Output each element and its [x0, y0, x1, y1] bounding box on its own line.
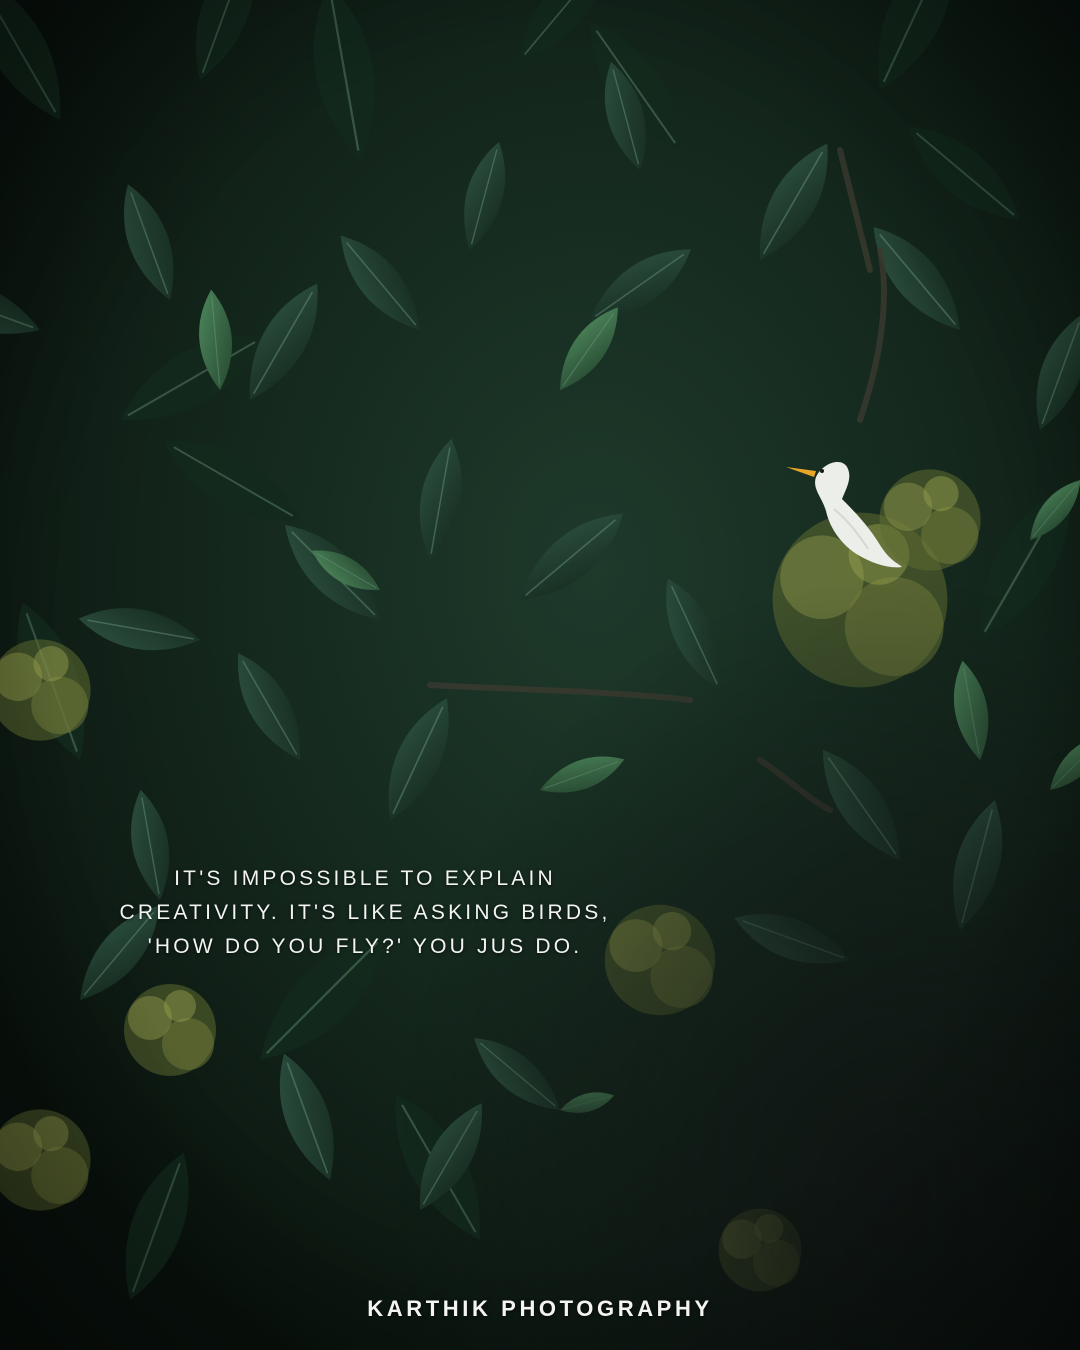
photographer-credit: KARTHIK PHOTOGRAPHY — [367, 1296, 713, 1321]
quote-text — [0, 862, 730, 964]
quote-line-2: CREATIVITY. IT'S LIKE ASKING BIRDS, — [119, 901, 611, 924]
quote-line-1: IT'S IMPOSSIBLE TO EXPLAIN — [174, 867, 556, 890]
quote-line-3: 'HOW DO YOU FLY?' YOU JUS DO. — [147, 935, 583, 958]
